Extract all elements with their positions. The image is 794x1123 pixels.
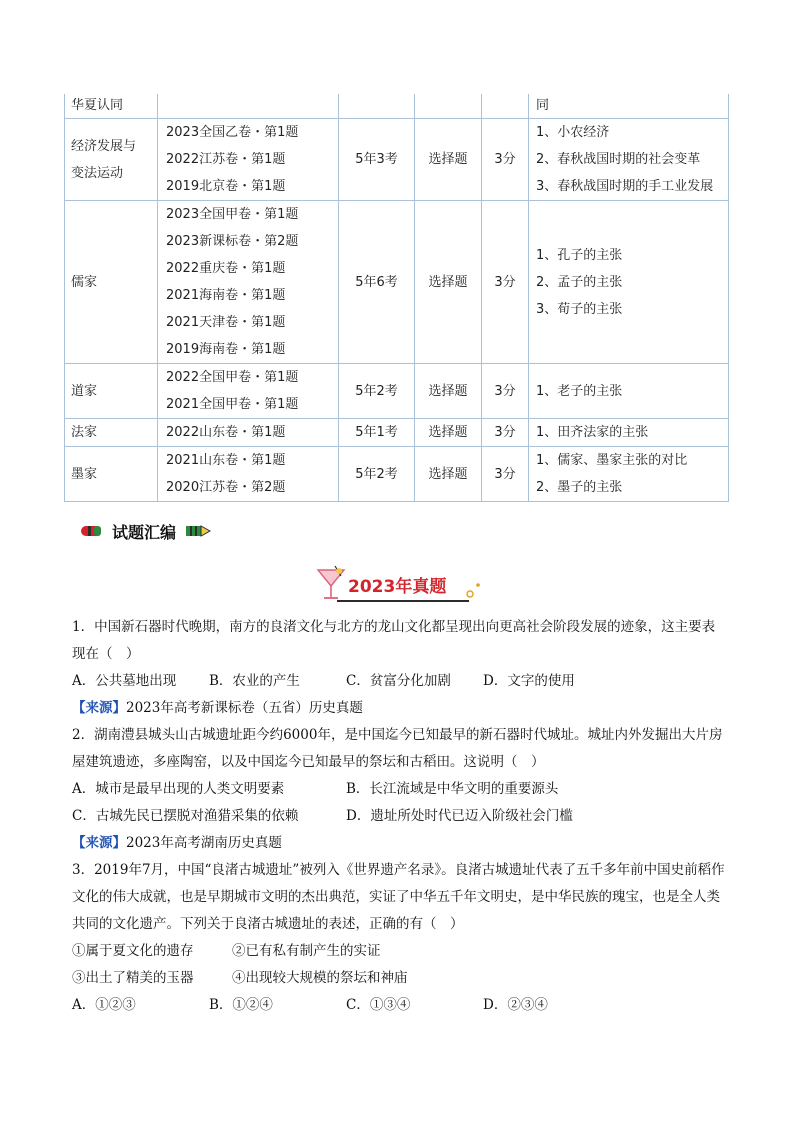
question-3 <box>72 857 728 1019</box>
source-line: 2023新课标卷・第2题 <box>166 234 299 249</box>
point-line: 1、老子的主张 <box>536 383 623 399</box>
points-cell <box>529 419 729 447</box>
option-d[interactable]: D．遗址所处时代已迈入阶级社会门槛 <box>346 808 573 824</box>
source-line: 2022重庆卷・第1题 <box>166 261 286 276</box>
source-tag: 【来源】 <box>72 700 126 716</box>
source-line: 2022全国甲卷・第1题 <box>166 370 299 385</box>
point-line: 3、荀子的主张 <box>536 301 623 317</box>
question-options <box>72 668 728 695</box>
score-cell: 3分 <box>482 201 529 364</box>
option-c[interactable]: C．①③④ <box>346 997 411 1013</box>
sources-cell <box>158 119 339 201</box>
topic-cell <box>65 419 158 447</box>
year-banner <box>315 564 485 604</box>
frequency-cell: 5年6考 <box>339 201 415 364</box>
topic-cell <box>65 364 158 419</box>
table-row <box>65 94 729 119</box>
source-tag: 【来源】 <box>72 835 126 851</box>
sources-cell <box>158 201 339 364</box>
exam-statistics-table <box>64 94 729 502</box>
topic-line: 道家 <box>71 383 98 399</box>
section-title: 试题汇编 <box>112 522 177 542</box>
point-line: 1、小农经济 <box>536 125 610 140</box>
question-options-row-1 <box>72 776 728 803</box>
score-cell: 3分 <box>482 419 529 447</box>
points-cell <box>529 447 729 502</box>
topic-line: 变法运动 <box>71 165 124 181</box>
cocktail-glass-icon <box>315 564 349 602</box>
source-text: 2023年高考新课标卷（五省）历史真题 <box>126 700 363 716</box>
points-cell <box>529 364 729 419</box>
source-line: 2020江苏卷・第2题 <box>166 480 286 495</box>
source-line: 2021天津卷・第1题 <box>166 315 286 330</box>
option-b[interactable]: B．农业的产生 <box>209 673 300 689</box>
statement-1: ①属于夏文化的遗存 <box>72 943 194 959</box>
sources-cell <box>158 419 339 447</box>
question-2 <box>72 722 728 857</box>
sources-cell <box>158 94 339 119</box>
frequency-cell: 5年2考 <box>339 447 415 502</box>
statement-2: ②已有私有制产生的实证 <box>232 943 381 959</box>
table-row <box>65 419 729 447</box>
point-line: 3、春秋战国时期的手工业发展 <box>536 179 714 194</box>
option-d[interactable]: D．文字的使用 <box>483 673 575 689</box>
pencil-left-icon <box>80 524 102 538</box>
source-line: 2023全国甲卷・第1题 <box>166 207 299 222</box>
type-cell: 选择题 <box>415 119 482 201</box>
statement-3: ③出土了精美的玉器 <box>72 970 194 986</box>
year-underline <box>337 600 469 602</box>
option-c[interactable]: C．贫富分化加剧 <box>346 673 451 689</box>
point-line: 1、田齐法家的主张 <box>536 425 649 440</box>
type-cell: 选择题 <box>415 447 482 502</box>
point-line: 2、墨子的主张 <box>536 480 623 495</box>
topic-line: 墨家 <box>71 466 98 482</box>
point-line: 2、孟子的主张 <box>536 274 623 290</box>
frequency-cell <box>339 94 415 119</box>
source-line: 2022江苏卷・第1题 <box>166 152 286 167</box>
question-source <box>72 695 728 722</box>
question-text: 3．2019年7月，中国“良渚古城遗址”被列入《世界遗产名录》。良渚古城遗址代表了五千多年前中国史前稻作文化的伟大成就，也是早期城市文明的杰出典范，实证了中华五千年文明史，是中华民族的瑰宝，也是全人类共同的文化遗产。下列关于良渚古城遗址的表述，正确的有（ ） <box>72 862 725 932</box>
topic-line: 法家 <box>71 425 98 440</box>
topic-cell <box>65 201 158 364</box>
score-cell: 3分 <box>482 119 529 201</box>
statement-row-2 <box>72 965 728 992</box>
type-cell: 选择题 <box>415 364 482 419</box>
table-row <box>65 447 729 502</box>
sources-cell <box>158 447 339 502</box>
points-cell <box>529 94 729 119</box>
option-b[interactable]: B．长江流域是中华文明的重要源头 <box>346 781 559 797</box>
source-line: 2022山东卷・第1题 <box>166 425 286 440</box>
table-row <box>65 364 729 419</box>
point-line: 1、儒家、墨家主张的对比 <box>536 453 688 468</box>
option-d[interactable]: D．②③④ <box>483 997 548 1013</box>
question-options-row-2 <box>72 803 728 830</box>
topic-line: 华夏认同 <box>71 98 124 113</box>
topic-cell <box>65 119 158 201</box>
point-line: 2、春秋战国时期的社会变革 <box>536 152 701 167</box>
type-cell: 选择题 <box>415 419 482 447</box>
score-cell <box>482 94 529 119</box>
frequency-cell: 5年3考 <box>339 119 415 201</box>
points-cell <box>529 119 729 201</box>
score-cell: 3分 <box>482 364 529 419</box>
option-a[interactable]: A．公共墓地出现 <box>72 673 177 689</box>
frequency-cell: 5年2考 <box>339 364 415 419</box>
questions <box>72 614 728 1019</box>
source-text: 2023年高考湖南历史真题 <box>126 835 282 851</box>
type-cell <box>415 94 482 119</box>
question-source <box>72 830 728 857</box>
source-line: 2019北京卷・第1题 <box>166 179 286 194</box>
source-line: 2023全国乙卷・第1题 <box>166 125 299 140</box>
question-options <box>72 992 728 1019</box>
point-line: 1、孔子的主张 <box>536 247 623 263</box>
question-text: 2．湖南澧县城头山古城遗址距今约6000年，是中国迄今已知最早的新石器时代城址。城址内外发掘出大片房屋建筑遗迹，多座陶窑，以及中国迄今已知最早的祭坛和古稻田。这说明（ ） <box>72 727 723 770</box>
year-title: 2023年真题 <box>348 577 447 597</box>
topic-cell <box>65 447 158 502</box>
question-text: 1．中国新石器时代晚期，南方的良渚文化与北方的龙山文化都呈现出向更高社会阶段发展的迹象，这主要表现在（ ） <box>72 619 716 662</box>
table-row <box>65 201 729 364</box>
topic-line: 经济发展与 <box>71 138 137 154</box>
option-a[interactable]: A．①②③ <box>72 997 136 1013</box>
statement-4: ④出现较大规模的祭坛和神庙 <box>232 970 408 986</box>
option-a[interactable]: A．城市是最早出现的人类文明要素 <box>72 781 285 797</box>
sources-cell <box>158 364 339 419</box>
table-row <box>65 119 729 201</box>
topic-cell <box>65 94 158 119</box>
type-cell: 选择题 <box>415 201 482 364</box>
option-c[interactable]: C．古城先民已摆脱对渔猎采集的依赖 <box>72 808 299 824</box>
source-line: 2019海南卷・第1题 <box>166 342 286 357</box>
frequency-cell: 5年1考 <box>339 419 415 447</box>
source-line: 2021海南卷・第1题 <box>166 288 286 303</box>
pencil-right-icon <box>185 524 211 538</box>
point-line: 同 <box>536 98 550 113</box>
question-1 <box>72 614 728 722</box>
points-cell <box>529 201 729 364</box>
score-cell: 3分 <box>482 447 529 502</box>
source-line: 2021山东卷・第1题 <box>166 453 286 468</box>
section-heading <box>80 520 211 542</box>
decorative-dots-icon <box>465 578 483 600</box>
source-line: 2021全国甲卷・第1题 <box>166 397 299 412</box>
statement-row-1 <box>72 938 728 965</box>
option-b[interactable]: B．①②④ <box>209 997 273 1013</box>
topic-line: 儒家 <box>71 274 98 290</box>
